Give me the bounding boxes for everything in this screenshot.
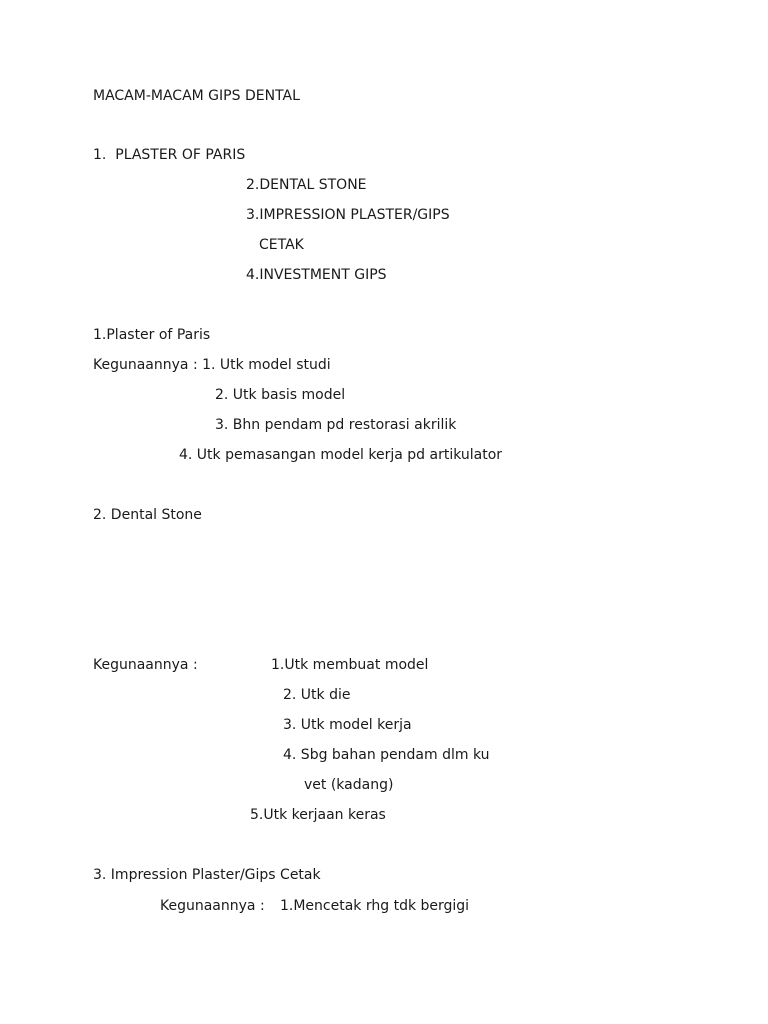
section2-use-3: 3. Utk model kerja — [283, 717, 412, 733]
section1-uses-label: Kegunaannya : 1. Utk model studi — [93, 357, 331, 373]
section2-heading: 2. Dental Stone — [93, 507, 202, 523]
list-item-dental-stone: 2.DENTAL STONE — [246, 177, 367, 193]
section2-uses-label: Kegunaannya : — [93, 657, 198, 673]
section1-heading: 1.Plaster of Paris — [93, 327, 211, 343]
section1-use-2: 2. Utk basis model — [215, 387, 346, 403]
section3-uses-label: Kegunaannya : — [160, 898, 265, 914]
section2-use-2: 2. Utk die — [283, 687, 351, 703]
section2-use-5: 5.Utk kerjaan keras — [250, 807, 386, 823]
list-item-plaster-of-paris: 1. PLASTER OF PARIS — [93, 147, 246, 163]
list-item-impression-plaster: 3.IMPRESSION PLASTER/GIPS — [246, 207, 450, 223]
document-title: MACAM-MACAM GIPS DENTAL — [93, 88, 300, 104]
list-item-investment-gips: 4.INVESTMENT GIPS — [246, 267, 387, 283]
section2-use-1: 1.Utk membuat model — [271, 657, 429, 673]
section2-use-4: 4. Sbg bahan pendam dlm ku — [283, 747, 490, 763]
section1-use-3: 3. Bhn pendam pd restorasi akrilik — [215, 417, 457, 433]
section2-use-4-cont: vet (kadang) — [304, 777, 394, 793]
list-item-impression-plaster-cont: CETAK — [259, 237, 304, 253]
section3-heading: 3. Impression Plaster/Gips Cetak — [93, 867, 321, 883]
section3-use-1: 1.Mencetak rhg tdk bergigi — [280, 898, 470, 914]
section1-use-4: 4. Utk pemasangan model kerja pd artikulator — [179, 447, 503, 463]
